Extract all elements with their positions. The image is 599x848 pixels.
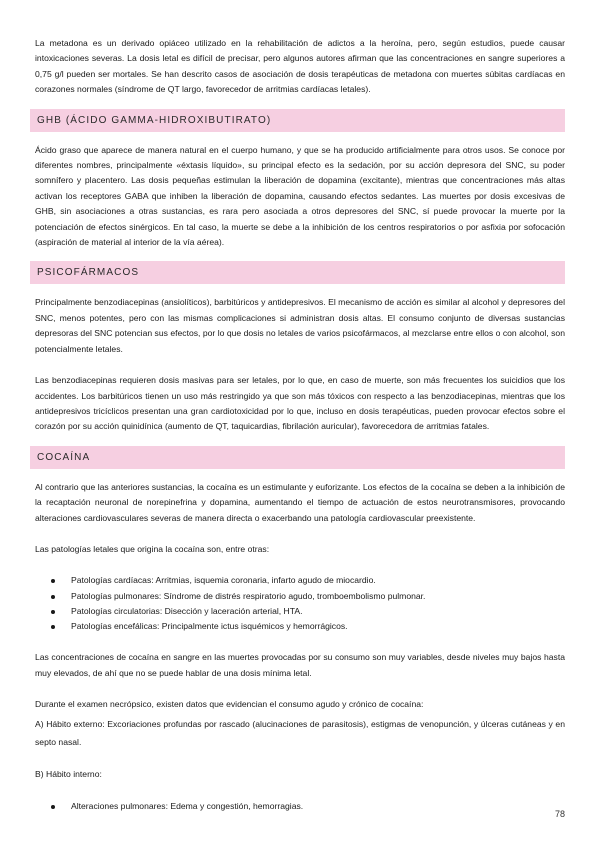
bullet-icon [51, 610, 55, 614]
cocaina-paragraph-3: Durante el examen necrópsico, existen datos que evidencian el consumo agudo y crónico de cocaína: [35, 698, 424, 709]
list-item [35, 589, 565, 604]
list-item-text: Alteraciones pulmonares: Edema y congestión, hemorragias. [71, 800, 304, 811]
habito-interno-list [35, 799, 565, 814]
list-item [35, 604, 565, 619]
list-item-text: Patologías cardíacas: Arritmias, isquemia coronaria, infarto agudo de miocardio. [71, 575, 376, 586]
list-item [35, 619, 565, 634]
list-item-text: Patologías encefálicas: Principalmente ictus isquémicos y hemorrágicos. [71, 620, 348, 631]
list-item-text: Patologías pulmonares: Síndrome de distrés respiratorio agudo, tromboembolismo pulmonar. [71, 590, 426, 601]
habito-externo: A) Hábito externo: Excoriaciones profundas por rascado (alucinaciones de parasitosis), estigmas de venopunción, y úlceras cutáneas y en septo nasal. [35, 719, 565, 748]
psico-paragraph-1: Principalmente benzodiacepinas (ansiolíticos), barbitúricos y antidepresivos. El mecanismo de acción es similar al alcohol y depresores del SNC, menos potentes, pero con las mismas complicaciones si administran dosis altas. El consumo conjunto de diversas sustancias depresoras del SNC potencian sus efectos, por lo que dosis no letales de varios psicofármacos, al mezclarse entre ellos o con alcohol, son potencialmente letales. [35, 297, 565, 354]
bullet-icon [51, 595, 55, 599]
psico-paragraph-2: Las benzodiacepinas requieren dosis masivas para ser letales, por lo que, en caso de muerte, son más frecuentes los suicidios que los accidentes. Los barbitúricos tienen un uso más restringido ya que son más tóxicos con respecto a las benzodiacepinas, mientras que los antidepresivos tricíclicos presentan una gran cardiotoxicidad por lo que, incluso en dosis terapéuticas, pueden provocar efectos sobre el corazón por su acción quinidínica (aumento de QT, taquicardias, fibrilación auricular), favorecedora de arritmias fatales. [35, 375, 565, 432]
cocaina-pathology-list [35, 573, 565, 634]
page-number: 78 [554, 809, 565, 819]
section-heading-psicofarmacos: PSICOFÁRMACOS [30, 261, 565, 284]
cocaina-list-intro: Las patologías letales que origina la cocaína son, entre otras: [35, 543, 270, 554]
intro-paragraph: La metadona es un derivado opiáceo utilizado en la rehabilitación de adictos a la heroína, pero, según estudios, puede causar intoxicaciones severas. La dosis letal es difícil de precisar, pero algunos autores afirman que las concentraciones en sangre superiores a 0,75 g/l pueden ser mortales. Se han descrito casos de asociación de dosis terapéuticas de metadona con muertes súbitas cardíacas en corazones normales (síndrome de QT largo, favorecedor de arritmias cardíacas letales). [35, 38, 565, 95]
page-content [35, 36, 565, 814]
bullet-icon [51, 625, 55, 629]
habito-interno: B) Hábito interno: [35, 769, 102, 780]
section-heading-cocaina: COCAÍNA [30, 446, 565, 469]
cocaina-paragraph-1: Al contrario que las anteriores sustancias, la cocaína es un estimulante y euforizante. Los efectos de la cocaína se deben a la inhibición de la recaptación neuronal de norepinefrina y dopamina, aumentando el tiempo de actuación de estos neurotransmisores, provocando alteraciones cardiovasculares severas de manera directa o exacerbando una patología cardiovascular preexistente. [35, 481, 565, 523]
list-item [35, 799, 565, 814]
bullet-icon [51, 805, 55, 809]
section-heading-ghb: GHB (ÁCIDO GAMMA-HIDROXIBUTIRATO) [30, 109, 565, 132]
bullet-icon [51, 579, 55, 583]
list-item-text: Patologías circulatorias: Disección y laceración arterial, HTA. [71, 605, 303, 616]
list-item [35, 573, 565, 588]
cocaina-paragraph-2: Las concentraciones de cocaína en sangre en las muertes provocadas por su consumo son muy variables, desde niveles muy bajos hasta muy elevados, de ahí que no se puede hablar de una dosis mínima letal. [35, 652, 565, 678]
ghb-paragraph: Ácido graso que aparece de manera natural en el cuerpo humano, y que se ha producido artificialmente para otros usos. Se conoce por diferentes nombres, principalmente «éxtasis líquido», su principal efecto es la sedación, por su acción depresora del SNC, su poder somnífero y placentero. Las dosis pequeñas estimulan la liberación de dopamina (excitante), mientras que concentraciones más altas activan los receptores GABA que inhiben la liberación de dopamina, causando efectos sedantes. Las muertes por dosis excesivas de GHB, sin asociaciones a otras sustancias, es rara pero asociada a otros depresores del SNC, sí puede provocar la muerte por la potenciación de efectos sinérgicos. En tal caso, la muerte se debe a la inhibición de los centros respiratorios o por asfixia por sofocación (aspiración de material al interior de la vía aérea). [35, 144, 565, 248]
